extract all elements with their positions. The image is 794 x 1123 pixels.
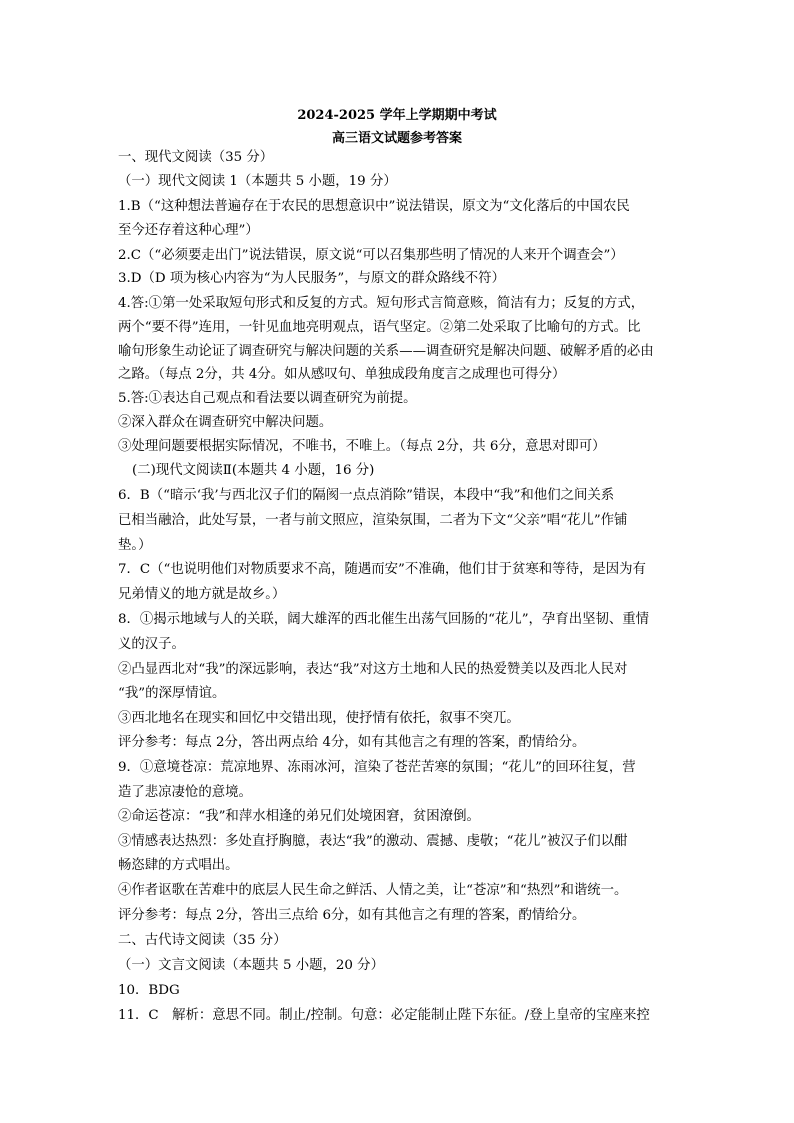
answer-line: 畅恣肆的方式唱出。 xyxy=(118,858,239,873)
answer-line: 垫。） xyxy=(118,538,152,553)
answer-line: ③西北地名在现实和回忆中交错出现，使抒情有依托，叙事不突兀。 xyxy=(118,711,520,726)
answer-line: 喻句形象生动论证了调查研究与解决问题的关系——调查研究是解决问题、破解矛盾的必由 xyxy=(118,344,654,359)
answer-line: 11．C 解析：意思不同。制止/控制。句意：必定能制止陛下东征。/登上皇帝的宝座来控 xyxy=(118,1008,650,1023)
answer-line: ④作者讴歌在苦难中的底层人民生命之鲜活、人情之美，让“苍凉”和“热烈”和谐统一。 xyxy=(118,883,628,898)
answer-line: ②深入群众在调查研究中解决问题。 xyxy=(118,415,333,430)
answer-line: 已相当融洽，此处写景，一者与前文照应，渲染氛围，二者为下文“父亲”唱“花儿”作铺 xyxy=(118,513,628,528)
answer-line: 6．B（“暗示‘我’与西北汉子们的隔阂一点点消除”错误，本段中“我”和他们之间关系 xyxy=(118,488,615,503)
answer-line: 兄弟情义的地方就是故乡。） xyxy=(118,587,286,602)
answer-line: 造了悲凉凄怆的意境。 xyxy=(118,785,252,800)
answer-line: 之路。（每点 2分，共 4分。如从感叹句、单独成段角度言之成理也可得分） xyxy=(118,367,566,382)
answer-line: 两个“要不得”连用，一针见血地亮明观点，语气坚定。②第二处采取了比喻句的方式。比 xyxy=(118,320,641,335)
answer-line: 5.答:①表达自己观点和看法要以调查研究为前提。 xyxy=(118,391,417,406)
section-heading: 一、现代文阅读（35 分） xyxy=(118,150,274,165)
answer-key-subtitle: 高三语文试题参考答案 xyxy=(331,131,462,146)
answer-line: 8．①揭示地域与人的关联，阔大雄浑的西北催生出荡气回肠的“花儿”，孕育出坚韧、重情 xyxy=(118,612,650,627)
answer-line: 义的汉子。 xyxy=(118,637,185,652)
scoring-note: 评分参考：每点 2分，答出三点给 6分，如有其他言之有理的答案，酌情给分。 xyxy=(118,908,586,923)
subsection-heading: （一）现代文阅读 1（本题共 5 小题，19 分） xyxy=(118,174,397,189)
section-heading: 二、古代诗文阅读（35 分） xyxy=(118,933,287,948)
answer-line: ②命运苍凉：“我”和萍水相逢的弟兄们处境困窘，贫困潦倒。 xyxy=(118,809,480,824)
subsection-heading: (二)现代文阅读Ⅱ(本题共 4 小题，16 分) xyxy=(132,463,375,478)
answer-line: ③处理问题要根据实际情况，不唯书，不唯上。（每点 2分，共 6分，意思对即可） xyxy=(118,439,606,454)
answer-line: 1.B（“这种想法普遍存在于农民的思想意识中”说法错误，原文为“文化落后的中国农民 xyxy=(118,199,630,214)
answer-line: 7．C（“也说明他们对物质要求不高，随遇而安”不准确，他们甘于贫寒和等待，是因为有 xyxy=(118,562,646,577)
answer-line: 至今还存着这种心理”） xyxy=(118,223,259,238)
answer-line: ②凸显西北对“我”的深远影响，表达“我”对这方土地和人民的热爱赞美以及西北人民对 xyxy=(118,662,628,677)
answer-line: 9．①意境苍凉：荒凉地界、冻雨冰河，渲染了苍茫苦寒的氛围；“花儿”的回环往复，营 xyxy=(118,760,636,775)
answer-line: ③情感表达热烈：多处直抒胸臆，表达“我”的激动、震撼、虔敬；“花儿”被汉子们以酣 xyxy=(118,834,628,849)
answer-line: 10．BDG xyxy=(118,983,180,998)
exam-title: 2024-2025 学年上学期期中考试 xyxy=(297,108,497,123)
answer-line: 3.D（D 项为核心内容为“为人民服务”，与原文的群众路线不符） xyxy=(118,271,505,286)
answer-line: 4.答:①第一处采取短句形式和反复的方式。短句形式言简意赅，简洁有力；反复的方式， xyxy=(118,296,645,311)
answer-line: “我”的深厚情谊。 xyxy=(118,686,226,701)
answer-line: 2.C（“必须要走出门”说法错误，原文说“可以召集那些明了情况的人来开个调查会”） xyxy=(118,248,624,263)
scoring-note: 评分参考：每点 2分，答出两点给 4分，如有其他言之有理的答案，酌情给分。 xyxy=(118,735,586,750)
subsection-heading: （一）文言文阅读（本题共 5 小题，20 分） xyxy=(118,958,384,973)
